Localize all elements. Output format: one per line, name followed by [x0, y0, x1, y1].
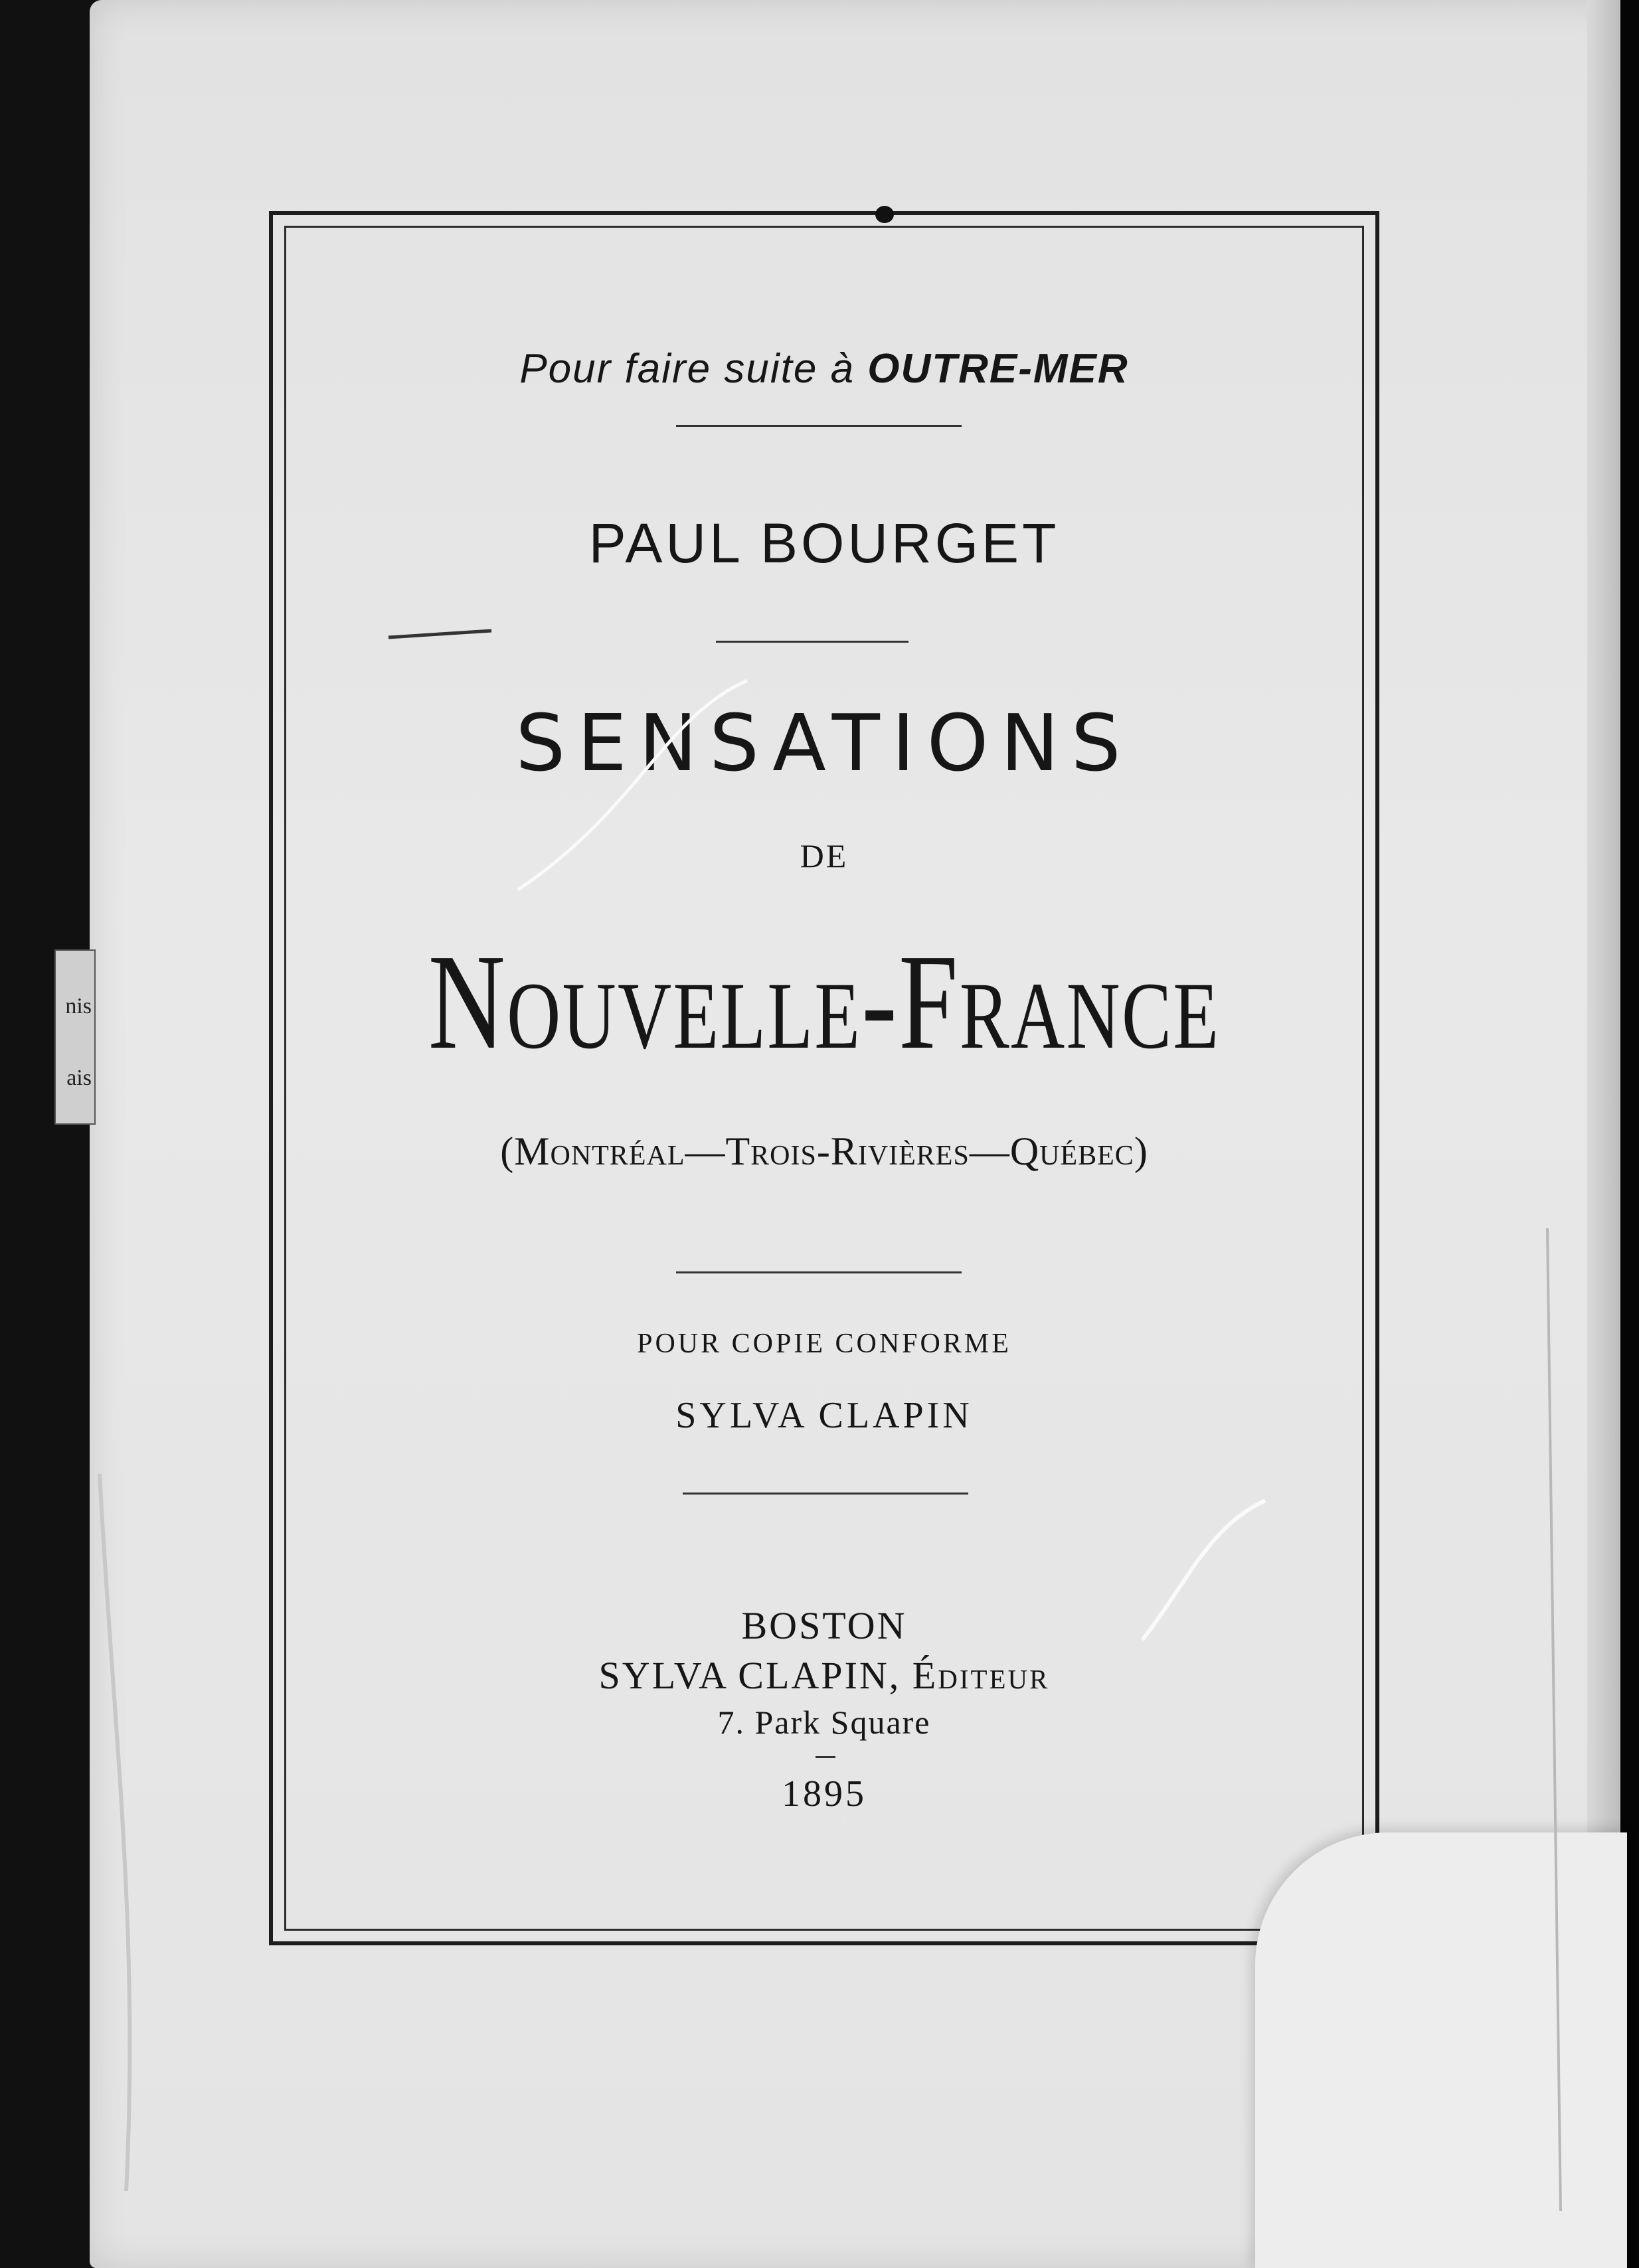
spine-label-line-2: ais	[66, 1065, 92, 1090]
publisher-name: SYLVA CLAPIN,	[598, 1654, 901, 1697]
title-line-2: Nouvelle-France	[428, 926, 1221, 1078]
spine-label-line-1: nis	[65, 994, 92, 1018]
publisher-address: 7. Park Square	[717, 1704, 931, 1741]
copy-signatory: SYLVA CLAPIN	[675, 1395, 973, 1436]
subtitle-work: OUTRE-MER	[867, 346, 1129, 392]
title-line-1: SENSATIONS	[515, 697, 1133, 789]
publisher-city: BOSTON	[741, 1604, 907, 1647]
title-connector: DE	[800, 837, 849, 874]
crease-mark	[518, 681, 747, 890]
publication-year: 1895	[782, 1773, 867, 1815]
ink-smudge	[388, 631, 491, 637]
subtitle-prefix: Pour faire suite à	[519, 346, 855, 392]
publisher-role: Éditeur	[912, 1654, 1050, 1697]
places-subtitle: (Montréal—Trois-Rivières—Québec)	[500, 1129, 1148, 1173]
edge-wear	[100, 1474, 129, 2191]
copy-statement: POUR COPIE CONFORME	[637, 1329, 1011, 1359]
edge-wear	[1547, 1228, 1561, 2211]
crease-mark	[1142, 1500, 1265, 1640]
author-name: PAUL BOURGET	[588, 512, 1060, 574]
